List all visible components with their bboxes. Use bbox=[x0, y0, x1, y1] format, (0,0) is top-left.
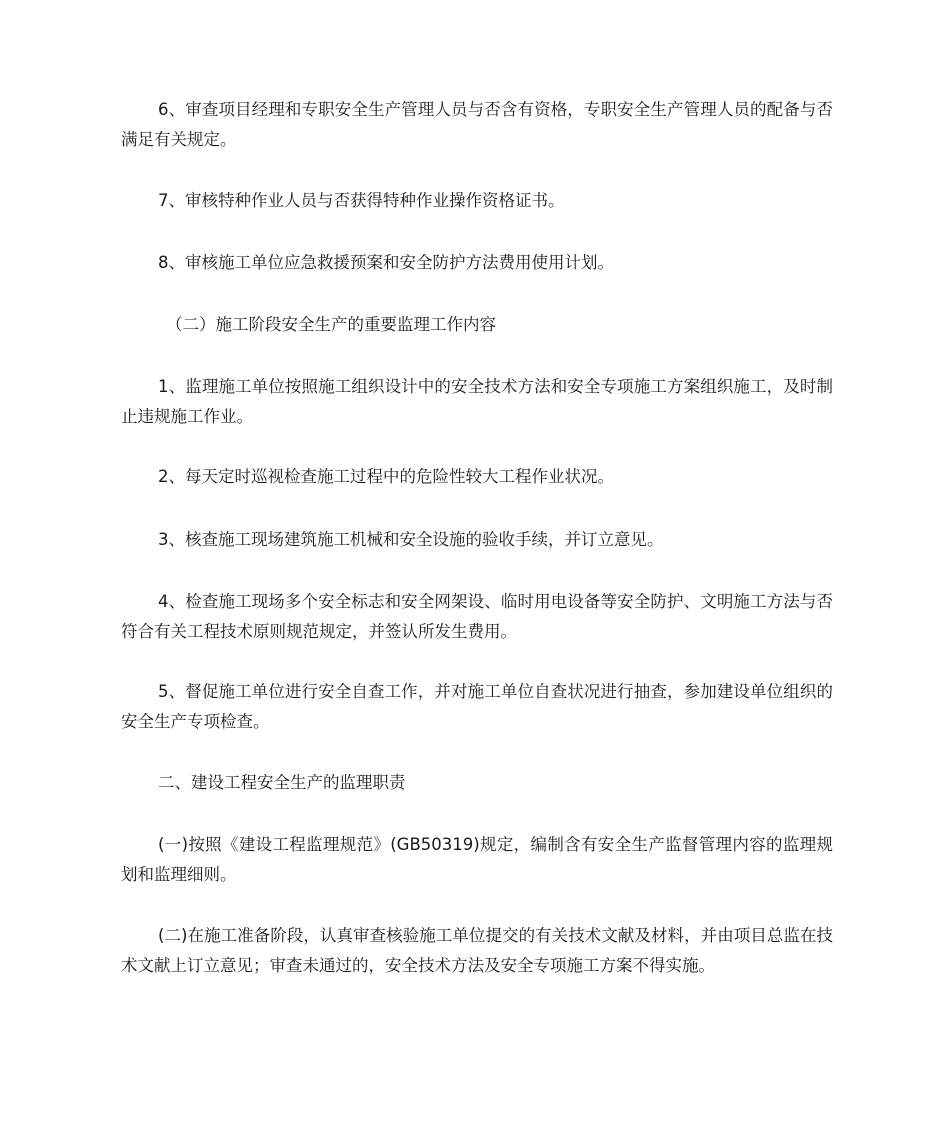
paragraph-item-8: 8、审核施工单位应急救援预案和安全防护方法费用使用计划。 bbox=[158, 253, 614, 272]
paragraph-item-3: 3、核查施工现场建筑施工机械和安全设施的验收手续，并订立意见。 bbox=[158, 530, 664, 549]
paragraph-item-5: 5、督促施工单位进行安全自查工作，并对施工单位自查状况进行抽查，参加建设单位组织的安全生产专项检查。 bbox=[121, 682, 833, 731]
paragraph-item-1: 1、监理施工单位按照施工组织设计中的安全技术方法和安全专项施工方案组织施工，及时制止违规施工作业。 bbox=[121, 377, 833, 426]
paragraph-item-2: 2、每天定时巡视检查施工过程中的危险性较大工程作业状况。 bbox=[158, 467, 614, 486]
paragraph-duty-1: (一)按照《建设工程监理规范》(GB50319)规定，编制含有安全生产监督管理内容的监理规划和监理细则。 bbox=[121, 835, 833, 884]
section-heading: 二、建设工程安全生产的监理职责 bbox=[158, 773, 406, 792]
paragraph-item-7: 7、审核特种作业人员与否获得特种作业操作资格证书。 bbox=[158, 191, 565, 210]
section-subheading: （二）施工阶段安全生产的重要监理工作内容 bbox=[166, 315, 496, 334]
paragraph-duty-2: (二)在施工准备阶段，认真审查核验施工单位提交的有关技术文献及材料，并由项目总监在技术文献上订立意见；审查未通过的，安全技术方法及安全专项施工方案不得实施。 bbox=[121, 926, 833, 975]
paragraph-item-4: 4、检查施工现场多个安全标志和安全网架设、临时用电设备等安全防护、文明施工方法与否符合有关工程技术原则规范规定，并签认所发生费用。 bbox=[121, 592, 833, 641]
paragraph-item-6: 6、审查项目经理和专职安全生产管理人员与否含有资格，专职安全生产管理人员的配备与否满足有关规定。 bbox=[121, 100, 833, 149]
